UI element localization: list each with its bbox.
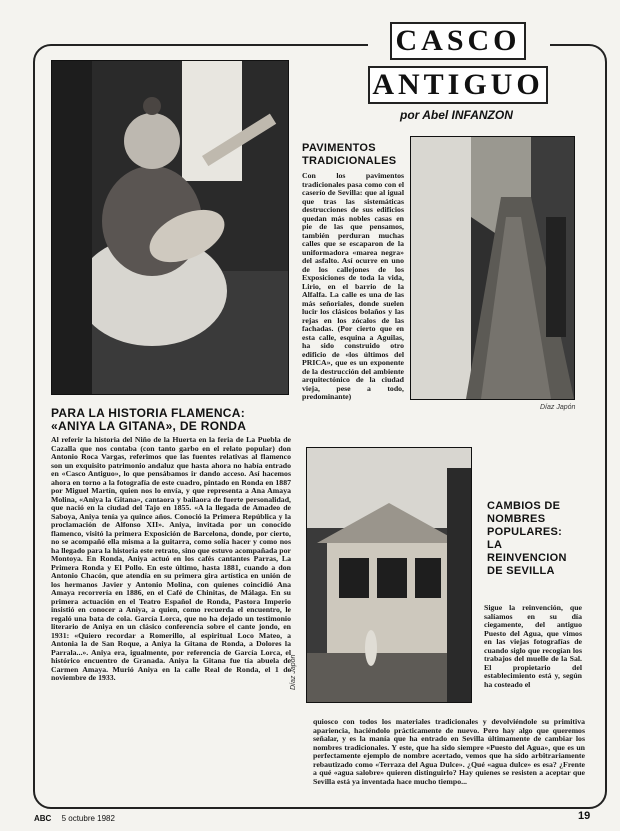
credit-street: Díaz Japón <box>540 404 576 411</box>
photo-guitarist <box>51 60 289 395</box>
byline: por Abel INFANZON <box>400 108 513 122</box>
footer-date: 5 octubre 1982 <box>61 814 115 823</box>
pavimentos-headline: PAVIMENTOS TRADICIONALES <box>302 142 397 167</box>
masthead <box>368 18 550 122</box>
page-number: 19 <box>578 810 591 822</box>
flamenca-text: Al referir la historia del Niño de la Huerta en la feria de La Puebla de Cazalla que nos contaba (con tanto garbo en el relato popular) don Antonio Roca Vargas, referimos que las fuentes relativas al flamenco son un exquisito patrimonio andaluz que hasta ahora no había entrado en «Casco Antiguo», lo que pensábamos ir dando acceso. Así hacemos ahora en torno a la fotografía de este cuadro, pintado en Ronda en 1887 por Miguel Martín, quien nos lo envía, y que representa a Ana Amaya Molina, «Aniya la Gitana», cantaora y bailaora de fuerte personalidad, que nació en la ciudad del Tajo en 1855. «A la llegada de Amadeo de Saboya, Aniya tenía ya quince años. Conoció la Primera República y la proclamación de Alfonso XII». Aniya, invitada por un conocido flamenco, visitó la primera Exposición de Barcelona, donde, por cierto, no se acompañó ella misma a la guitarra, como solía hacer y como nos ha llegado para la historia este retrato, sino que estuvo acompañada por Montoya. En Ronda, Aniya actuó en los cafés cantantes Parras, La Primera Ronda y El Pollo. En este último, hasta 1881, cuando a don Antonio Chacón, que atendía en su primera gira artística en unión de los hermanos Javier y Antonio Molina, con quienes coincidió Ana Amaya recorrería en 1886, en el Café de Chinitas, de Málaga. En su primera actuación en el Teatro Español de Ronda, Pastora Imperio insistió en conocer a Aniya, a quien, como recuerda el encuentro, le regaló una bata de cola. García Lorca, que no ha dejado un testimonio literario de Aniya en un clásico conferencia sobre el cante jondo, en 1931: «Quiero recordar a Romerillo, al espiritual Loco Mateo, a Antonia la de San Roque, a Aniya la Gitana de Ronda, a Dolores la Parrala...». Aniya era, igualmente, por referencia de García Lorca, el histórico encuentro de Granada. Aniya la Gitana fue tía abuela de Carmen Amaya. Murió Aniya en la calle Real de Ronda, el 1 de noviembre de 1933. <box>51 436 291 682</box>
photo-kiosk <box>306 447 472 703</box>
cambios-text: Sigue la reinvención, que salíamos en su día ciegamente, del antiguo Puesto del Agua, que vimos en las viejas fotografías de cuando siglo que recogían los trabajos del muelle de la Sal. El propietario del establecimiento está y, según ha costeado el <box>484 604 582 689</box>
photo-street <box>410 136 575 400</box>
footer <box>34 814 115 823</box>
footer-source: ABC <box>34 814 52 823</box>
cambios-headline: CAMBIOS DE NOMBRES POPULARES: LA REINVENCION DE SEVILLA <box>487 500 567 577</box>
flamenca-headline: PARA LA HISTORIA FLAMENCA: «ANIYA LA GITANA», DE RONDA <box>51 406 247 433</box>
credit-kiosk: Díaz Japón <box>290 654 297 690</box>
pavimentos-text: Con los pavimentos tradicionales pasa como con el caserío de Sevilla: que al igual que tras las sistemáticas destrucciones de sus edificios quedan más nobles casas en pie de las que pensamos, también perduran muchas calles que se escaparon de la uniformadora «marea negra» del asfalto. Así ocurre en uno de los callejones de los Exposiciones de toda la vida, Lirio, en el barrio de la Alfalfa. La calle es una de las más señoriales, donde suelen lucir los clásicos bolaños y las rejas en los zócalos de las fachadas. (Por cierto que en esta calle, esquina a Aguilas, ha sido construido otro edificio de «los últimos del PRICA», que es un exponente de la destrucción del ambiente arquitectónico de la ciudad vieja, pese a todo, predominante) <box>302 172 404 401</box>
cambios-continuation: quiosco con todos los materiales tradicionales y devolviéndole su primitiva apariencia, haciéndolo prácticamente de nuevo. Pero hay algo que queremos señalar, y es la manía que ha entrado en Sevilla últimamente de cambiar los nombres tradicionales. Y este, que ha sido siempre «Puesto del Agua», que es un perfectamente ejemplo de nombre acertado, vemos que ha sido arbitrariamente rebautizado como «Terraza del Agua Dulce». ¿Qué «agua dulce» es esa? ¿Frente a qué «agua salobre» quieren distinguirlo? Hay quienes se resisten a aceptar que Sevilla está ya inventada hace mucho tiempo... <box>313 718 585 786</box>
masthead-line-2: ANTIGUO <box>368 66 548 104</box>
masthead-line-1: CASCO <box>390 22 526 60</box>
